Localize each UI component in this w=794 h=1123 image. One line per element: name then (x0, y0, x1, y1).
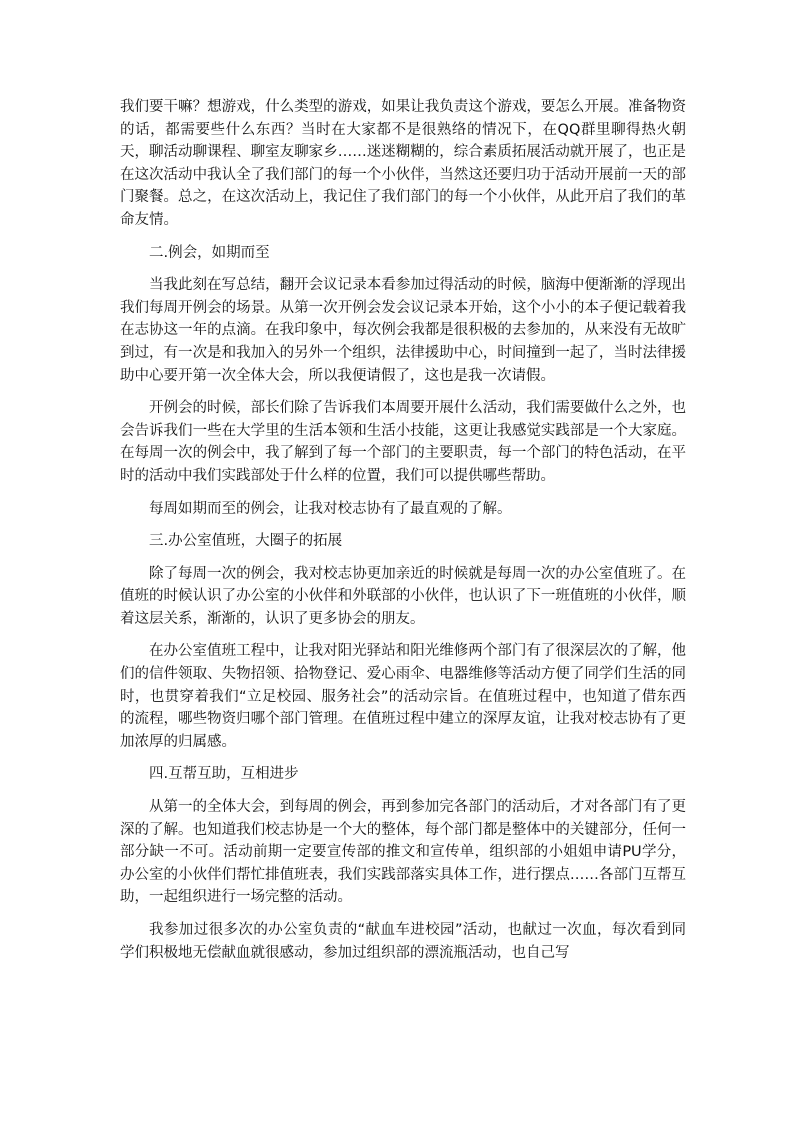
paragraph: 开例会的时候，部长们除了告诉我们本周要开展什么活动，我们需要做什么之外，也会告诉我们一些在大学里的生活本领和生活小技能，这更让我感觉实践部是一个大家庭。在每周一次的例会中，我了解到了每一个部门的主要职责，每一个部门的特色活动，在平时的活动中我们实践部处于什么样的位置，我们可以提供哪些帮助。 (120, 400, 686, 484)
section-heading-2: 二.例会，如期而至 (149, 244, 270, 261)
section-heading-4: 四.互帮互助，互相进步 (149, 766, 299, 783)
paragraph: 从第一的全体大会，到每周的例会，再到参加完各部门的活动后，才对各部门有了更深的了解。也知道我们校志协是一个大的整体，每个部门都是整体中的关键部分，任何一部分缺一不可。活动前期一定要宣传部的推文和宣传单，组织部的小姐姐申请PU学分，办公室的小伙伴们帮忙排值班表，我们实践部落实具体工作，进行摆点……各部门互帮互助，一起组织进行一场完整的活动。 (120, 799, 686, 906)
paragraph: 每周如期而至的例会，让我对校志协有了最直观的了解。 (149, 500, 512, 517)
section-heading-3: 三.办公室值班，大圈子的拓展 (149, 533, 343, 550)
paragraph: 我参加过很多次的办公室负责的“献血车进校园”活动，也献过一次血，每次看到同学们积极地无偿献血就很感动，参加过组织部的漂流瓶活动，也自己写 (120, 922, 686, 961)
paragraph-continuation: 我们要干嘛？想游戏，什么类型的游戏，如果让我负责这个游戏，要怎么开展。准备物资的话，都需要些什么东西？当时在大家都不是很熟络的情况下，在QQ群里聊得热火朝天，聊活动聊课程、聊室友聊家乡……迷迷糊糊的，综合素质拓展活动就开展了，也正是在这次活动中我认全了我们部门的每一个小伙伴，当然这还要归功于活动开展前一天的部门聚餐。总之，在这次活动上，我记住了我们部门的每一个小伙伴，从此开启了我们的革命友情。 (120, 99, 686, 228)
paragraph: 除了每周一次的例会，我对校志协更加亲近的时候就是每周一次的办公室值班了。在值班的时候认识了办公室的小伙伴和外联部的小伙伴，也认识了下一班值班的小伙伴，顺着这层关系，渐渐的，认识了更多协会的朋友。 (120, 565, 686, 627)
paragraph: 当我此刻在写总结，翻开会议记录本看参加过得活动的时候，脑海中便渐渐的浮现出我们每周开例会的场景。从第一次开例会发会议记录本开始，这个小小的本子便记载着我在志协这一年的点滴。在我印象中，每次例会我都是很积极的去参加的，从来没有无故旷到过，有一次是和我加入的另外一个组织，法律援助中心，时间撞到一起了，当时法律援助中心要开第一次全体大会，所以我便请假了，这也是我一次请假。 (120, 277, 686, 384)
paragraph: 在办公室值班工程中，让我对阳光驿站和阳光维修两个部门有了很深层次的了解，他们的信件领取、失物招领、拾物登记、爱心雨伞、电器维修等活动方便了同学们生活的同时，也贯穿着我们“立足校园、服务社会”的活动宗旨。在值班过程中，也知道了借东西的流程，哪些物资归哪个部门管理。在值班过程中建立的深厚友谊，让我对校志协有了更加浓厚的归属感。 (120, 643, 686, 750)
document-body (120, 96, 686, 974)
